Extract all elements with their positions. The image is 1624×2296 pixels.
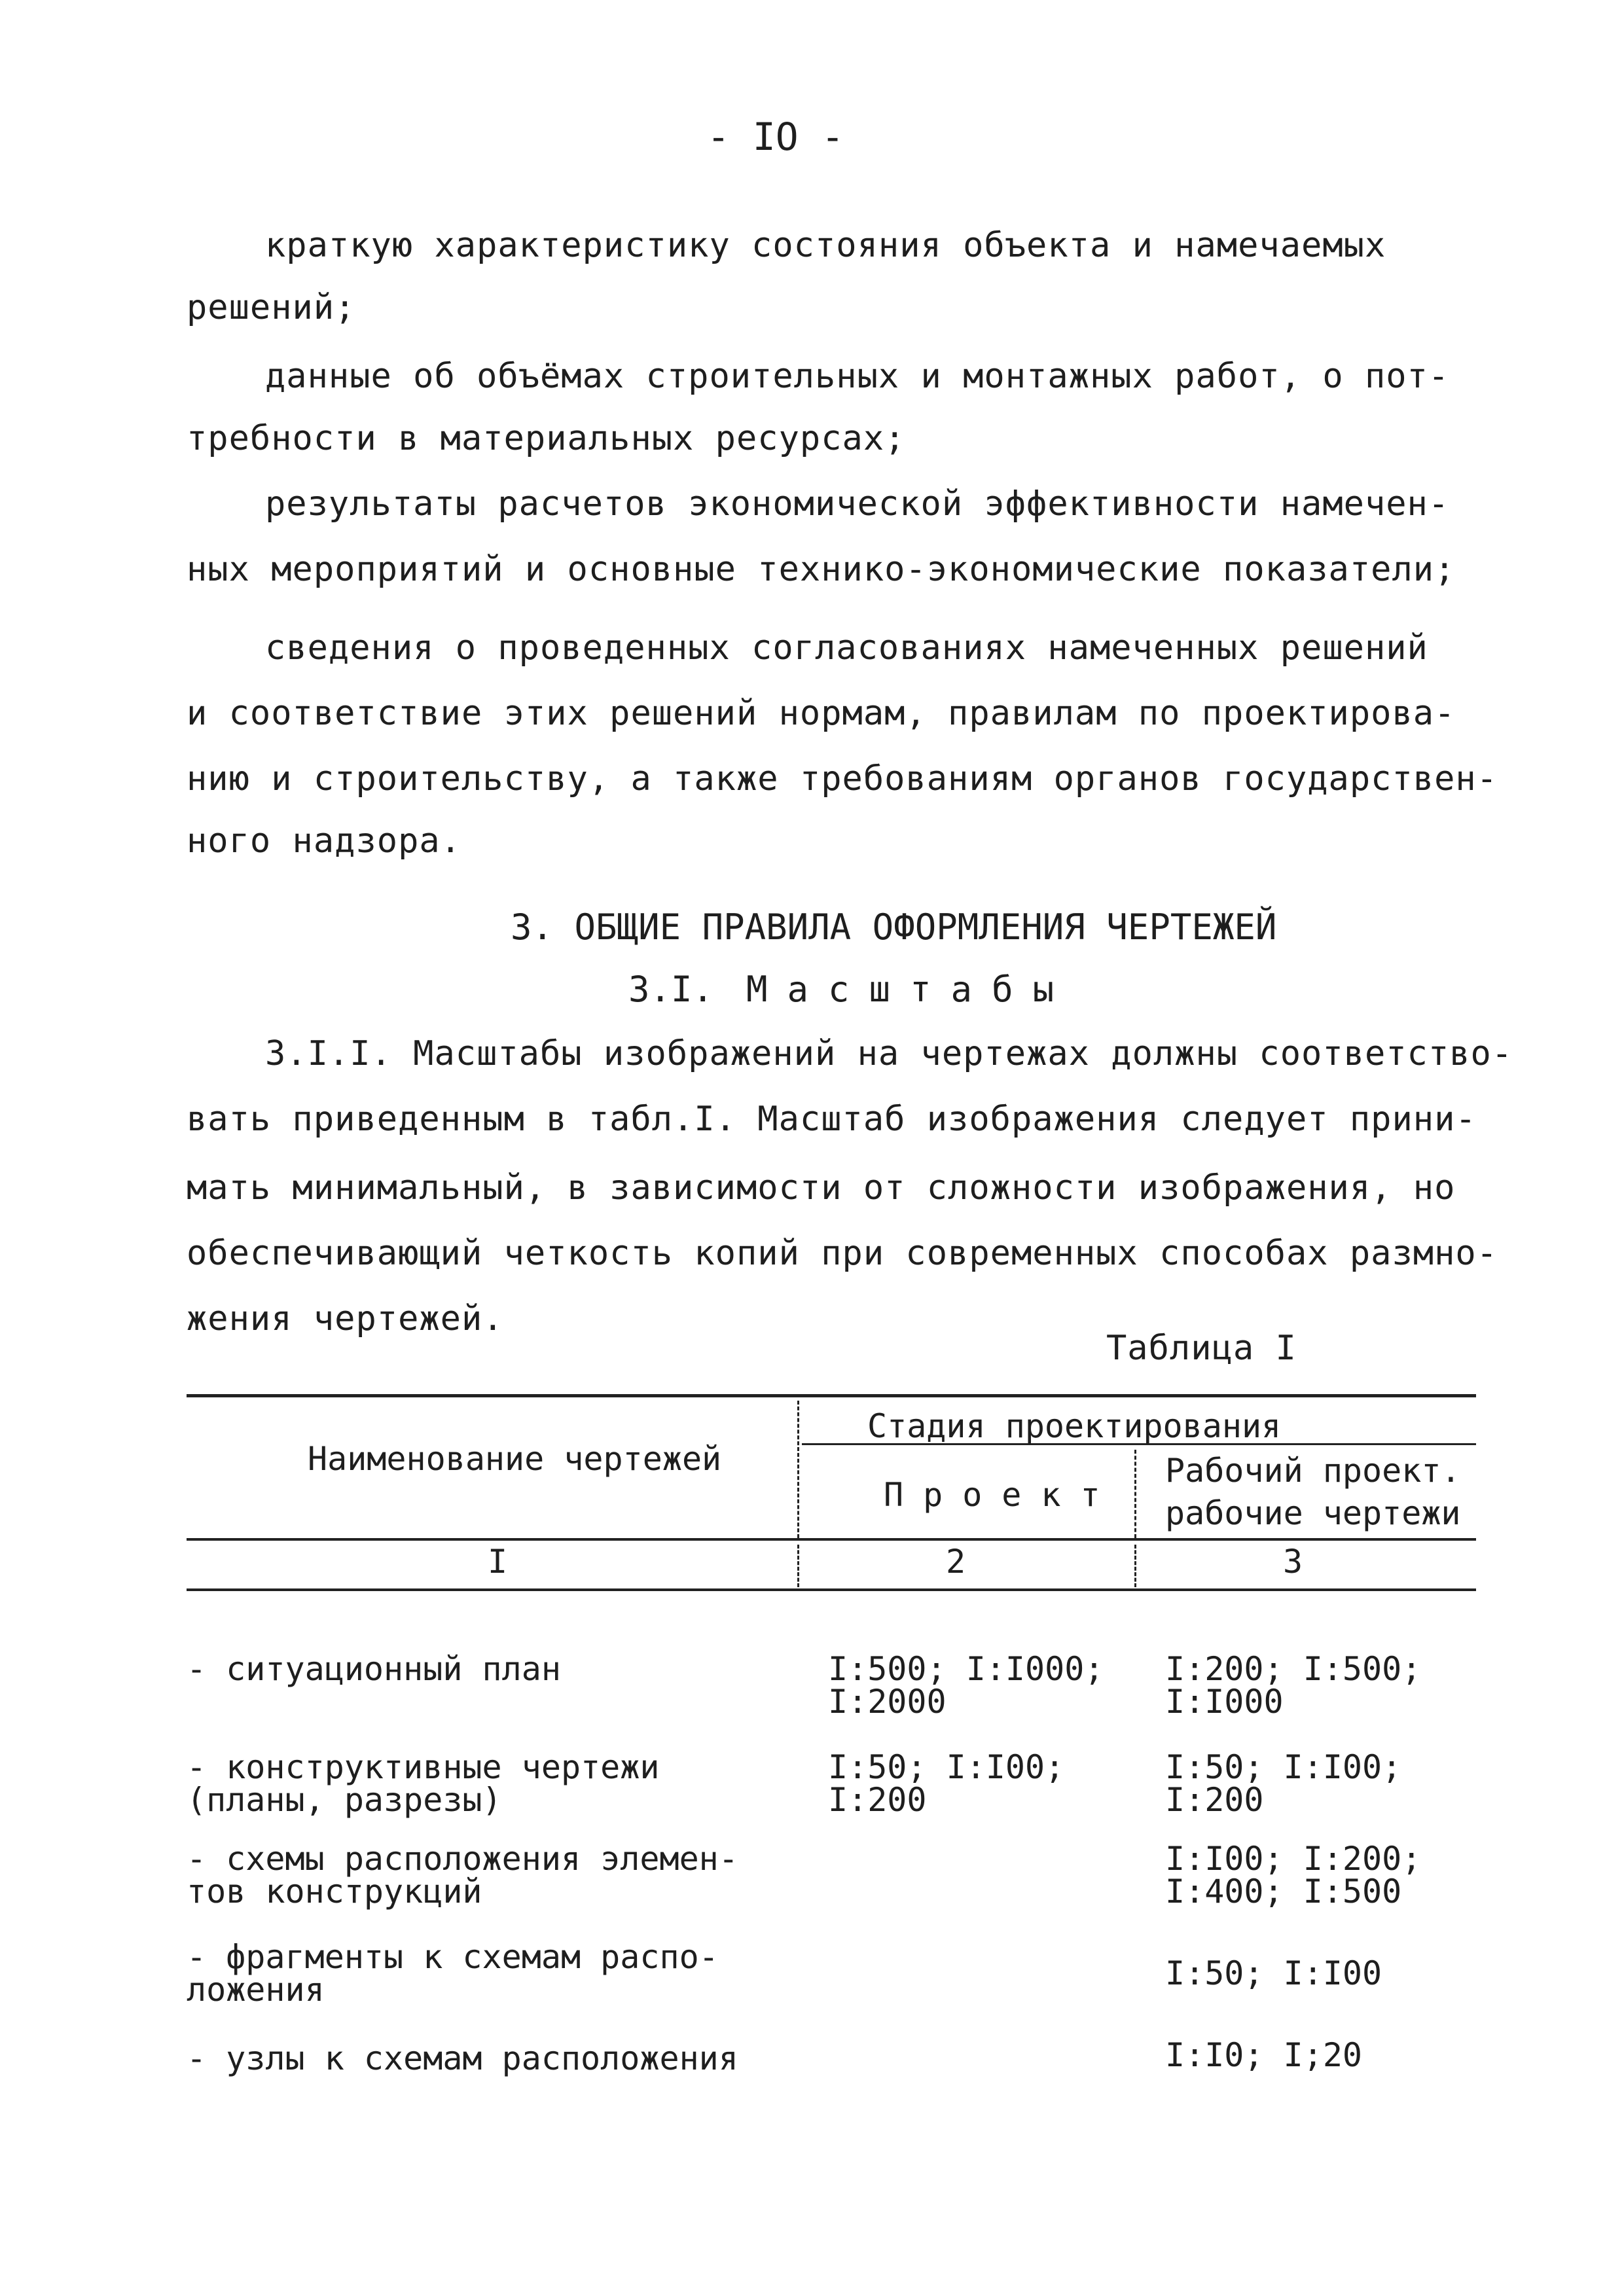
table-top-rule xyxy=(187,1394,1476,1397)
subsection-number: 3.I. xyxy=(628,969,714,1010)
intro-line: ных мероприятий и основные технико-экономические показатели; xyxy=(187,550,1456,589)
intro-line: и соответствие этих решений нормам, правилам по проектирова- xyxy=(187,694,1456,733)
table-cell-working: I:50; I:I00 xyxy=(1165,1954,1382,1992)
table-cell-name: (планы, разрезы) xyxy=(187,1781,502,1819)
table-caption: Таблица I xyxy=(1106,1329,1297,1368)
intro-line: краткую характеристику состояния объекта и намечаемых xyxy=(265,226,1386,265)
intro-line: данные об объёмах строительных и монтажных работ, о пот- xyxy=(265,357,1450,396)
table-cell-name: - фрагменты к схемам распо- xyxy=(187,1938,719,1976)
table-numbers-rule xyxy=(187,1588,1476,1591)
paragraph-line: 3.I.I. Масштабы изображений на чертежах должны соответство- xyxy=(265,1034,1513,1073)
table-cell-working: I:400; I:500 xyxy=(1165,1873,1402,1910)
table-cell-project: I:200 xyxy=(828,1781,927,1819)
table-cell-name: - схемы расположения элемен- xyxy=(187,1840,738,1878)
table-cell-working: I:I0; I;20 xyxy=(1165,2036,1363,2074)
table-cell-working: I:I00; I:200; xyxy=(1165,1840,1422,1878)
column-header-working-2: рабочие чертежи xyxy=(1165,1494,1461,1532)
column-header-name: Наименование чертежей xyxy=(308,1440,722,1478)
table-cell-name: - конструктивные чертежи xyxy=(187,1748,660,1786)
table-cell-working: I:50; I:I00; xyxy=(1165,1748,1402,1786)
column-number: 3 xyxy=(1283,1543,1303,1581)
column-number: I xyxy=(488,1543,508,1581)
intro-line: результаты расчетов экономической эффективности намечен- xyxy=(265,484,1450,524)
table-cell-name: - ситуационный план xyxy=(187,1650,561,1688)
paragraph-line: обеспечивающий четкость копий при современных способах размно- xyxy=(187,1234,1498,1273)
intro-line: решений; xyxy=(187,288,356,327)
intro-line: нию и строительству, а также требованиям органов государствен- xyxy=(187,759,1498,798)
column-separator xyxy=(797,1545,799,1587)
column-separator xyxy=(1134,1450,1136,1538)
subsection-title: Масштабы xyxy=(746,969,1074,1010)
table-cell-name: - узлы к схемам расположения xyxy=(187,2039,738,2077)
intro-line: требности в материальных ресурсах; xyxy=(187,419,906,458)
column-number: 2 xyxy=(946,1543,966,1581)
column-group-header: Стадия проектирования xyxy=(867,1407,1282,1445)
table-cell-name: ложения xyxy=(187,1971,325,2009)
paragraph-line: вать приведенным в табл.I. Масштаб изображения следует прини- xyxy=(187,1100,1477,1139)
table-cell-project: I:2000 xyxy=(828,1683,947,1721)
paragraph-line: жения чертежей. xyxy=(187,1299,504,1338)
paragraph-line: мать минимальный, в зависимости от сложности изображения, но xyxy=(187,1168,1456,1208)
table-cell-working: I:I000 xyxy=(1165,1683,1284,1721)
table-cell-project: I:50; I:I00; xyxy=(828,1748,1065,1786)
page-number: - IO - xyxy=(707,115,844,159)
column-header-project: Проект xyxy=(884,1476,1120,1514)
section-title: 3. ОБЩИЕ ПРАВИЛА ОФОРМЛЕНИЯ ЧЕРТЕЖЕЙ xyxy=(511,906,1277,948)
intro-line: сведения о проведенных согласованиях намеченных решений xyxy=(265,628,1428,668)
table-cell-name: тов конструкций xyxy=(187,1873,482,1910)
table-cell-working: I:200 xyxy=(1165,1781,1264,1819)
column-header-working-1: Рабочий проект. xyxy=(1165,1452,1461,1490)
column-separator xyxy=(1134,1545,1136,1587)
table-cell-working: I:200; I:500; xyxy=(1165,1650,1422,1688)
table-header-rule xyxy=(187,1538,1476,1541)
intro-line: ного надзора. xyxy=(187,821,461,861)
column-separator xyxy=(797,1401,799,1538)
table-cell-project: I:500; I:I000; xyxy=(828,1650,1104,1688)
